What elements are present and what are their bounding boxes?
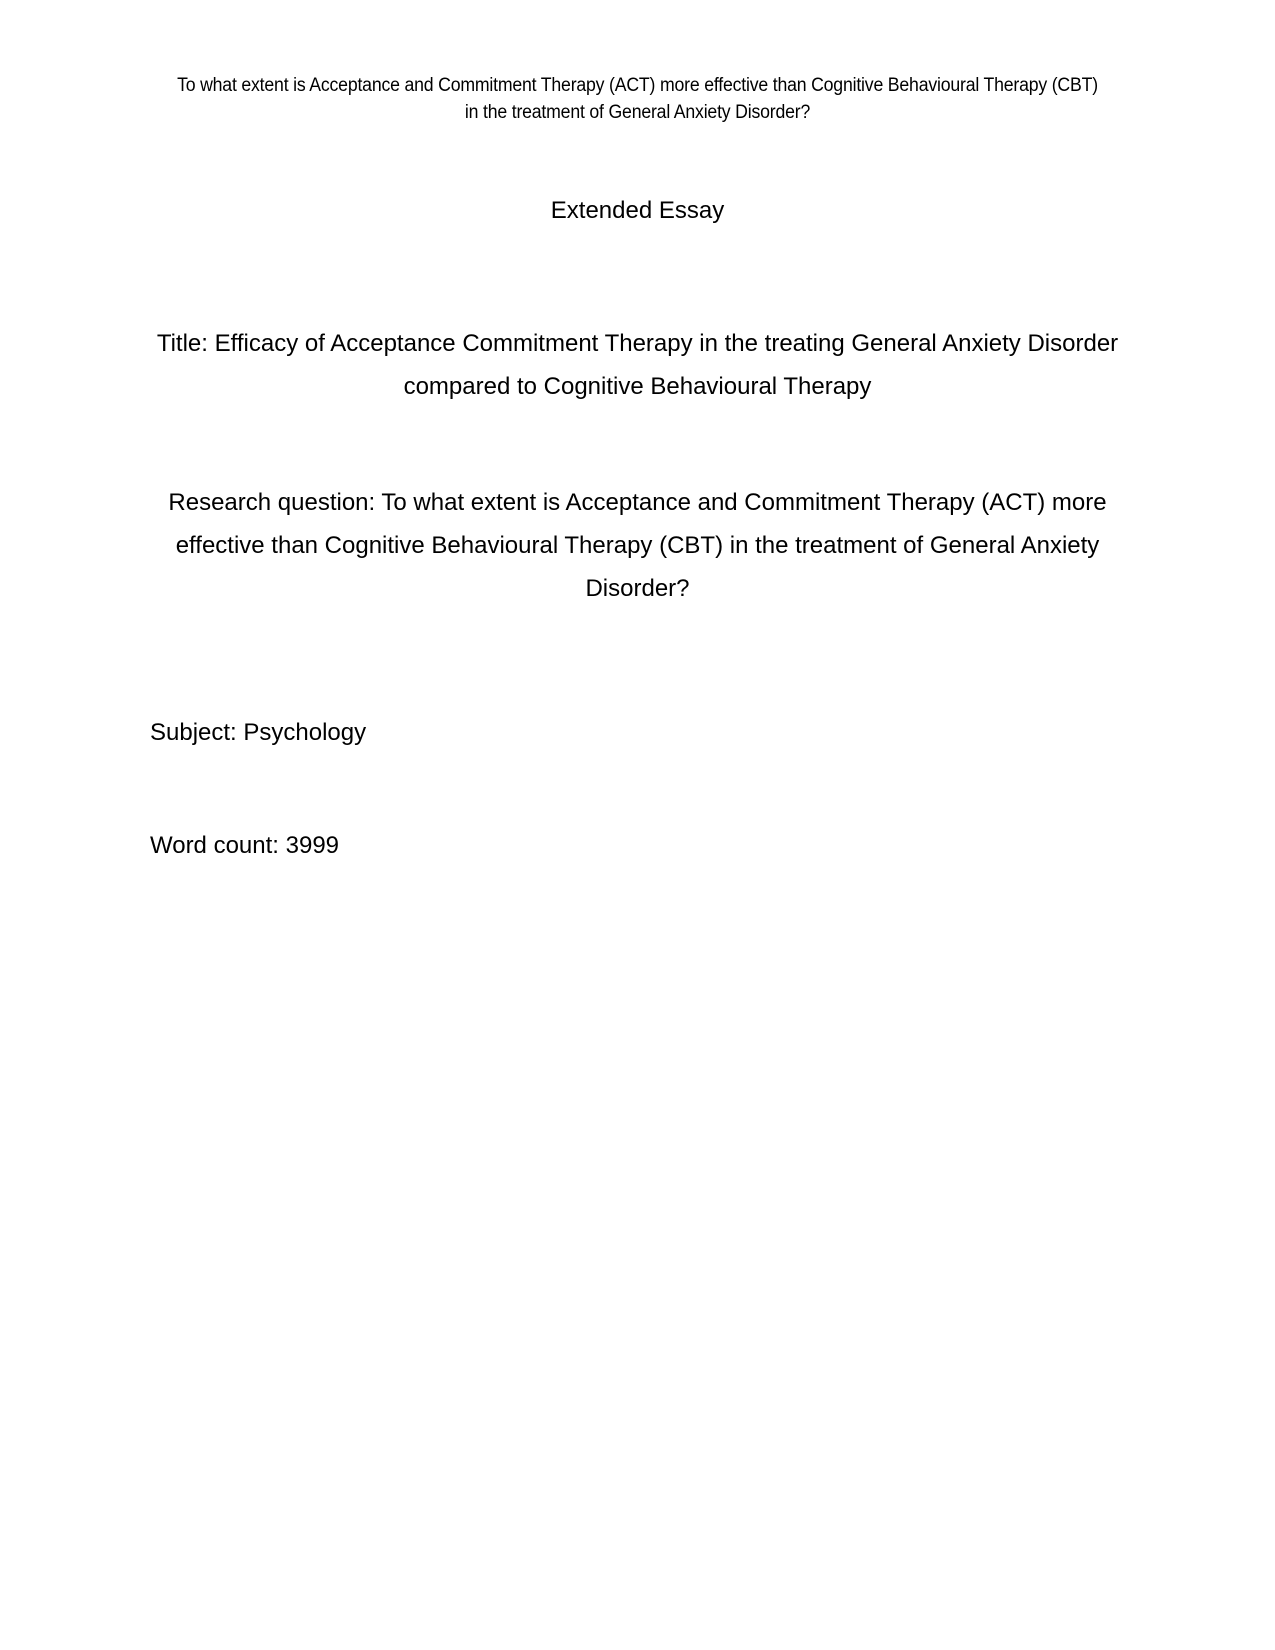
- running-header: To what extent is Acceptance and Commitment Therapy (ACT) more effective than Cognitive Behavioural Therapy (CBT) in the treatment of General Anxiety Disorder?: [177, 75, 1098, 123]
- word-count-line: Word count: 3999: [150, 832, 340, 859]
- research-question: Research question: To what extent is Acceptance and Commitment Therapy (ACT) more effective than Cognitive Behavioural Therapy (CBT) in the treatment of General Anxiety Disorder?: [168, 489, 1107, 602]
- document-type-heading: Extended Essay: [550, 197, 725, 224]
- subject-line: Subject: Psychology: [150, 719, 367, 746]
- essay-title: Title: Efficacy of Acceptance Commitment Therapy in the treating General Anxiety Disorder compared to Cognitive Behavioural Therapy: [156, 330, 1119, 400]
